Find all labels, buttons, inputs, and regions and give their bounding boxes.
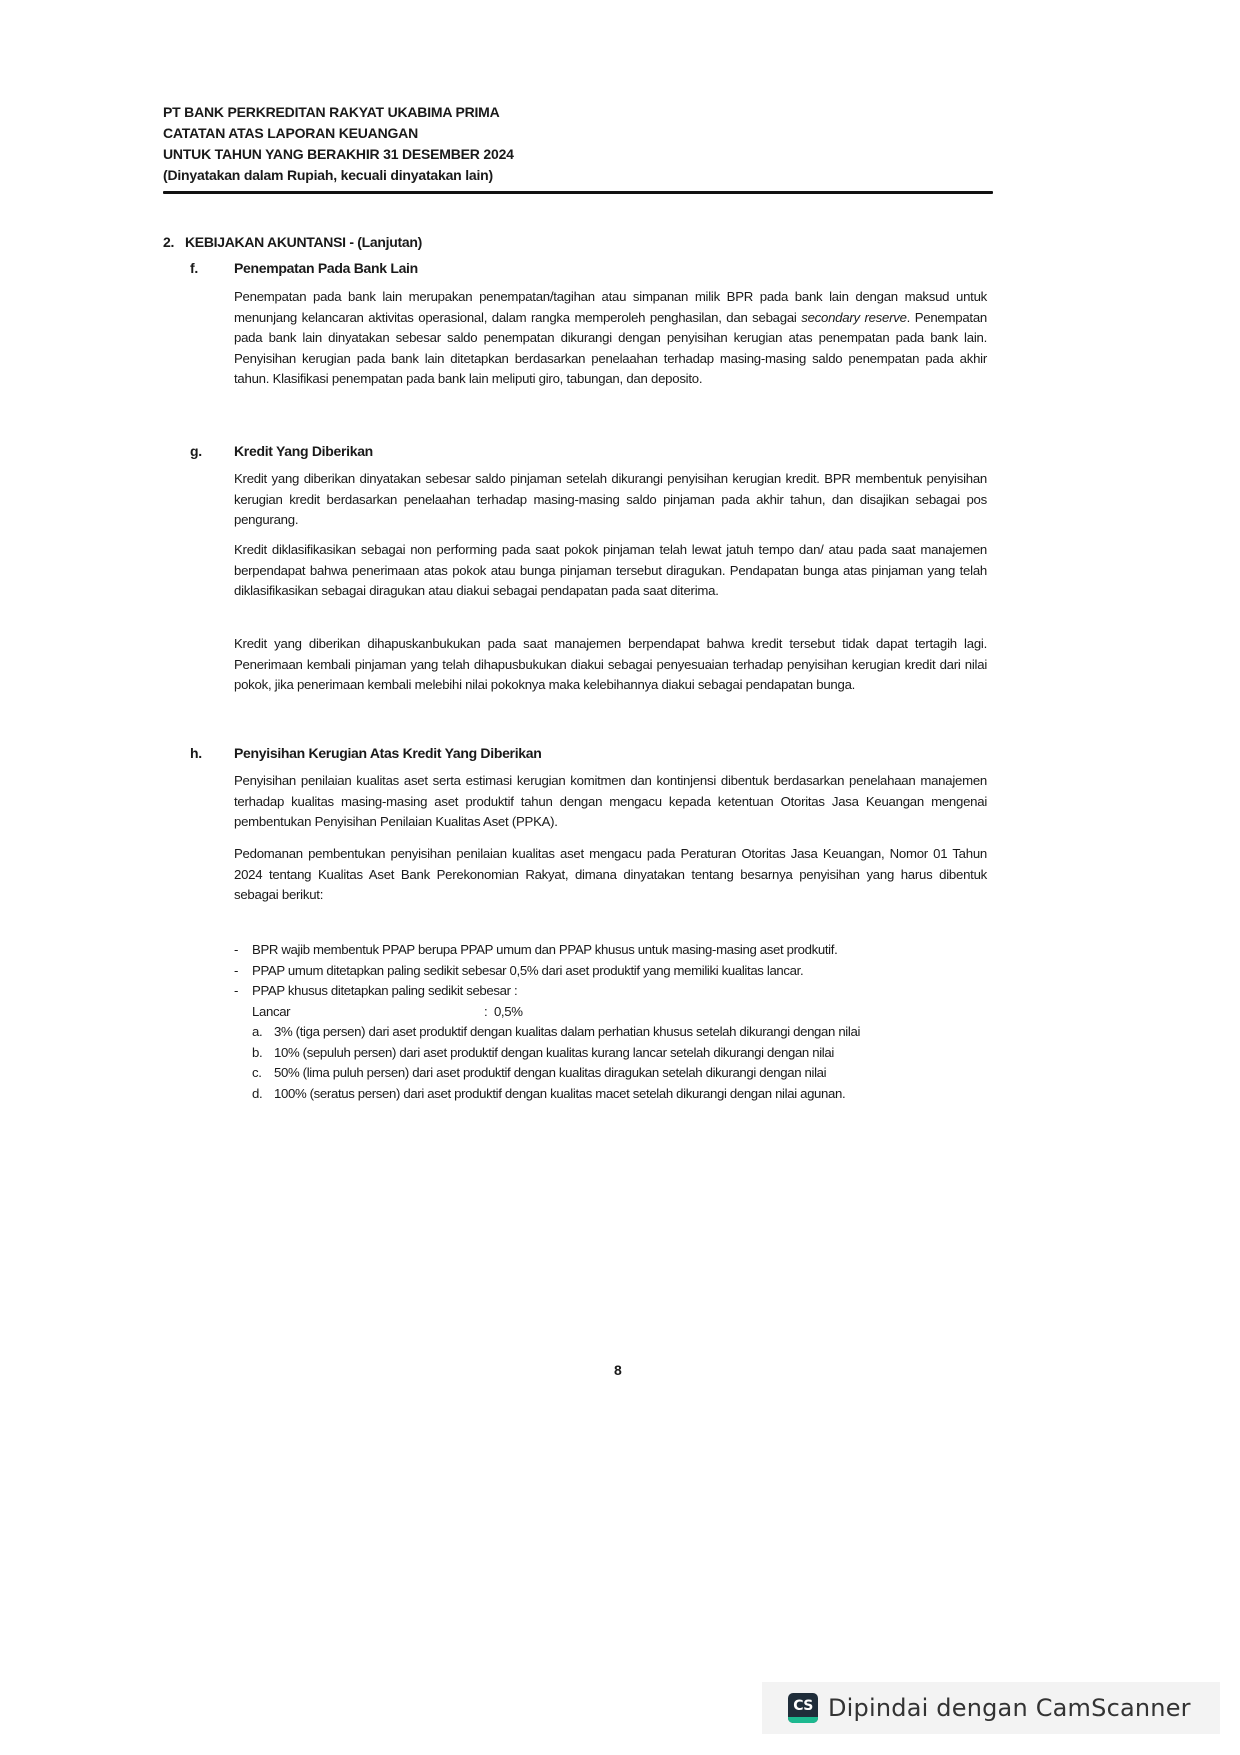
report-period: UNTUK TAHUN YANG BERAKHIR 31 DESEMBER 2024 <box>163 146 514 162</box>
subsection-g-heading <box>190 443 373 459</box>
item-letter: c. <box>252 1065 262 1080</box>
lancar-value: : 0,5% <box>484 1003 523 1019</box>
paragraph-text: . Penempatan pada bank lain dinyatakan sebesar saldo penempatan dikurangi dengan penyisihan kerugian atas penempatan pada bank lain. Penyisihan kerugian pada bank lain ditetapkan berdasarkan penelaahan terhadap masing-masing saldo penempatan pada akhir tahun. Klasifikasi penempatan pada bank lain meliputi giro, tabungan, dan deposito. <box>234 309 987 386</box>
list-item <box>234 940 994 961</box>
list-item <box>234 1043 994 1064</box>
subsection-letter: h. <box>190 745 202 761</box>
list-item <box>234 1063 994 1084</box>
lancar-row <box>234 1002 994 1023</box>
list-item-text: PPAP khusus ditetapkan paling sedikit sebesar : <box>252 983 518 998</box>
subsection-letter: f. <box>190 260 198 276</box>
report-title: CATATAN ATAS LAPORAN KEUANGAN <box>163 125 418 141</box>
item-letter: a. <box>252 1024 263 1039</box>
list-item <box>234 1084 994 1105</box>
item-text: 10% (sepuluh persen) dari aset produktif dengan kualitas kurang lancar setelah dikurangi dengan nilai <box>274 1044 834 1060</box>
dash-bullet: - <box>234 962 239 978</box>
subsection-h-paragraph-2: Pedomanan pembentukan penyisihan penilaian kualitas aset mengacu pada Peraturan Otoritas Jasa Keuangan, Nomor 01 Tahun 2024 tentang Kualitas Aset Bank Perekonomian Rakyat, dimana dinyatakan tentang besarnya penyisihan yang harus dibentuk sebagai berikut: <box>234 846 987 902</box>
logo-text: CS <box>793 1698 813 1714</box>
list-item-text: BPR wajib membentuk PPAP berupa PPAP umum dan PPAP khusus untuk masing-masing aset prodkutif. <box>252 942 838 957</box>
item-letter: d. <box>252 1085 263 1101</box>
dash-bullet: - <box>234 942 239 957</box>
lancar-label: Lancar <box>252 1003 291 1019</box>
subsection-f-paragraph <box>234 287 987 390</box>
subsection-letter: g. <box>190 443 202 459</box>
camscanner-watermark <box>762 1682 1220 1734</box>
subsection-h-paragraph-1: Penyisihan penilaian kualitas aset serta estimasi kerugian komitmen dan kontinjensi dibentuk berdasarkan penelahaan manajemen terhadap kualitas masing-masing aset produktif tahun dengan mengacu kepada ketentuan Otoritas Jasa Keuangan mengenai pembentukan Penyisihan Penilaian Kualitas Aset (PPKA). <box>234 773 987 829</box>
document-header <box>163 102 514 186</box>
page-number: 8 <box>614 1362 622 1378</box>
item-letter: b. <box>252 1044 263 1060</box>
list-item <box>234 961 994 982</box>
paragraph-text: Penempatan pada bank lain merupakan penempatan/tagihan atau simpanan milik BPR pada bank lain dengan maksud untuk menunjang kelancaran aktivitas operasional, dalam rangka memperoleh penghasilan, dan sebagai <box>234 289 987 325</box>
item-text: 50% (lima puluh persen) dari aset produktif dengan kualitas diragukan setelah dikurangi dengan nilai <box>274 1065 827 1080</box>
subsection-g-paragraph-3: Kredit yang diberikan dihapuskanbukukan pada saat manajemen berpendapat bahwa kredit tersebut tidak dapat tertagih lagi. Penerimaan kembali pinjaman yang telah dihapusbukukan diakui sebagai penyesuaian terhadap penyisihan kerugian kredit dari nilai pokok, jika penerimaan kembali melebihi nilai pokoknya maka kelebihannya diakui sebagai pendapatan bunga. <box>234 636 987 692</box>
camscanner-logo-icon <box>788 1693 818 1723</box>
subsection-title: Kredit Yang Diberikan <box>234 443 373 459</box>
list-item <box>234 981 994 1002</box>
subsection-title: Penyisihan Kerugian Atas Kredit Yang Diberikan <box>234 745 542 761</box>
italic-term: secondary reserve <box>801 309 907 325</box>
subsection-g-paragraph-1: Kredit yang diberikan dinyatakan sebesar saldo pinjaman setelah dikurangi penyisihan kerugian kredit. BPR membentuk penyisihan kerugian kredit berdasarkan penelaahan terhadap masing-masing saldo pinjaman pada akhir tahun, dan disajikan sebagai pos pengurang. <box>234 471 987 527</box>
item-text: 3% (tiga persen) dari aset produktif dengan kualitas dalam perhatian khusus setelah dikurangi dengan nilai <box>274 1024 861 1039</box>
subsection-title: Penempatan Pada Bank Lain <box>234 260 418 276</box>
dash-bullet: - <box>234 983 239 998</box>
company-name: PT BANK PERKREDITAN RAKYAT UKABIMA PRIMA <box>163 104 500 120</box>
section-heading <box>163 234 422 250</box>
item-text: 100% (seratus persen) dari aset produktif dengan kualitas macet setelah dikurangi dengan nilai agunan. <box>274 1085 846 1101</box>
header-divider <box>163 191 993 194</box>
list-item-text: PPAP umum ditetapkan paling sedikit sebesar 0,5% dari aset produktif yang memiliki kualitas lancar. <box>252 962 804 978</box>
section-number: 2. <box>163 234 175 250</box>
section-title: KEBIJAKAN AKUNTANSI - (Lanjutan) <box>185 234 422 250</box>
subsection-f-heading <box>190 260 418 276</box>
subsection-g-paragraph-2: Kredit diklasifikasikan sebagai non performing pada saat pokok pinjaman telah lewat jatuh tempo dan/ atau pada saat manajemen berpendapat bahwa penerimaan atas pokok atau bunga pinjaman tersebut diragukan. Pendapatan bunga atas pinjaman yang telah diklasifikasikan sebagai diragukan atau diakui sebagai pendapatan pada saat diterima. <box>234 542 987 598</box>
ppap-list <box>234 940 994 1104</box>
subsection-h-heading <box>190 745 542 761</box>
watermark-text: Dipindai dengan CamScanner <box>828 1694 1191 1722</box>
currency-note: (Dinyatakan dalam Rupiah, kecuali dinyatakan lain) <box>163 167 493 183</box>
list-item <box>234 1022 994 1043</box>
